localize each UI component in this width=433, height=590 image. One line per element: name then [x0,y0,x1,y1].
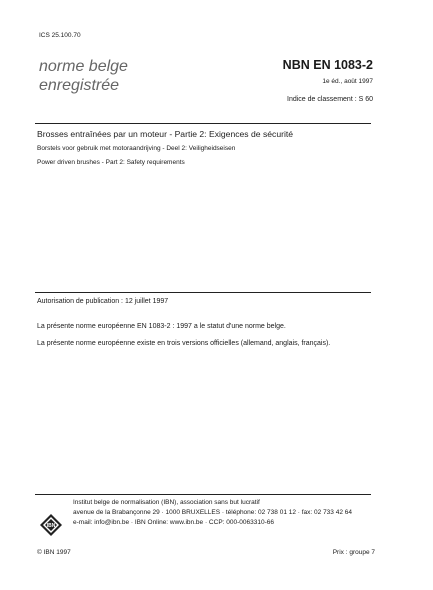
norme-belge-line2: enregistrée [39,77,120,94]
ibn-logo [40,514,62,536]
ibn-logo-text: IBN [46,523,56,529]
copyright: © IBN 1997 [37,549,71,556]
classification-index: Indice de classement : S 60 [287,96,373,103]
publication-authorisation: Autorisation de publication : 12 juillet 1997 [37,298,169,305]
middle-rule [35,292,371,293]
title-english: Power driven brushes - Part 2: Safety requirements [37,159,185,166]
status-statement: La présente norme européenne EN 1083-2 : 1997 a le statut d'une norme belge. [37,323,286,330]
price-group: Prix : groupe 7 [332,549,375,556]
standard-number: NBN EN 1083-2 [282,58,373,72]
ics-code: ICS 25.100.70 [39,32,81,39]
institute-address: avenue de la Brabançonne 29 · 1000 BRUXELLES · téléphone: 02 738 01 12 · fax: 02 733 42 64 [73,509,352,516]
versions-statement: La présente norme européenne existe en trois versions officielles (allemand, anglais, français). [37,340,331,347]
institute-contact: e-mail: info@ibn.be · IBN Online: www.ibn.be · CCP: 000-0063310-66 [73,519,274,526]
top-rule [35,123,371,124]
bottom-rule [35,494,371,495]
edition-date: 1e éd., août 1997 [322,78,373,85]
norme-belge-line1: norme belge [39,58,128,75]
title-dutch: Borstels voor gebruik met motoraandrijving - Deel 2: Veiligheidseisen [37,145,236,152]
institute-name: Institut belge de normalisation (IBN), association sans but lucratif [73,499,260,506]
title-french: Brosses entraînées par un moteur - Partie 2: Exigences de sécurité [37,129,294,139]
